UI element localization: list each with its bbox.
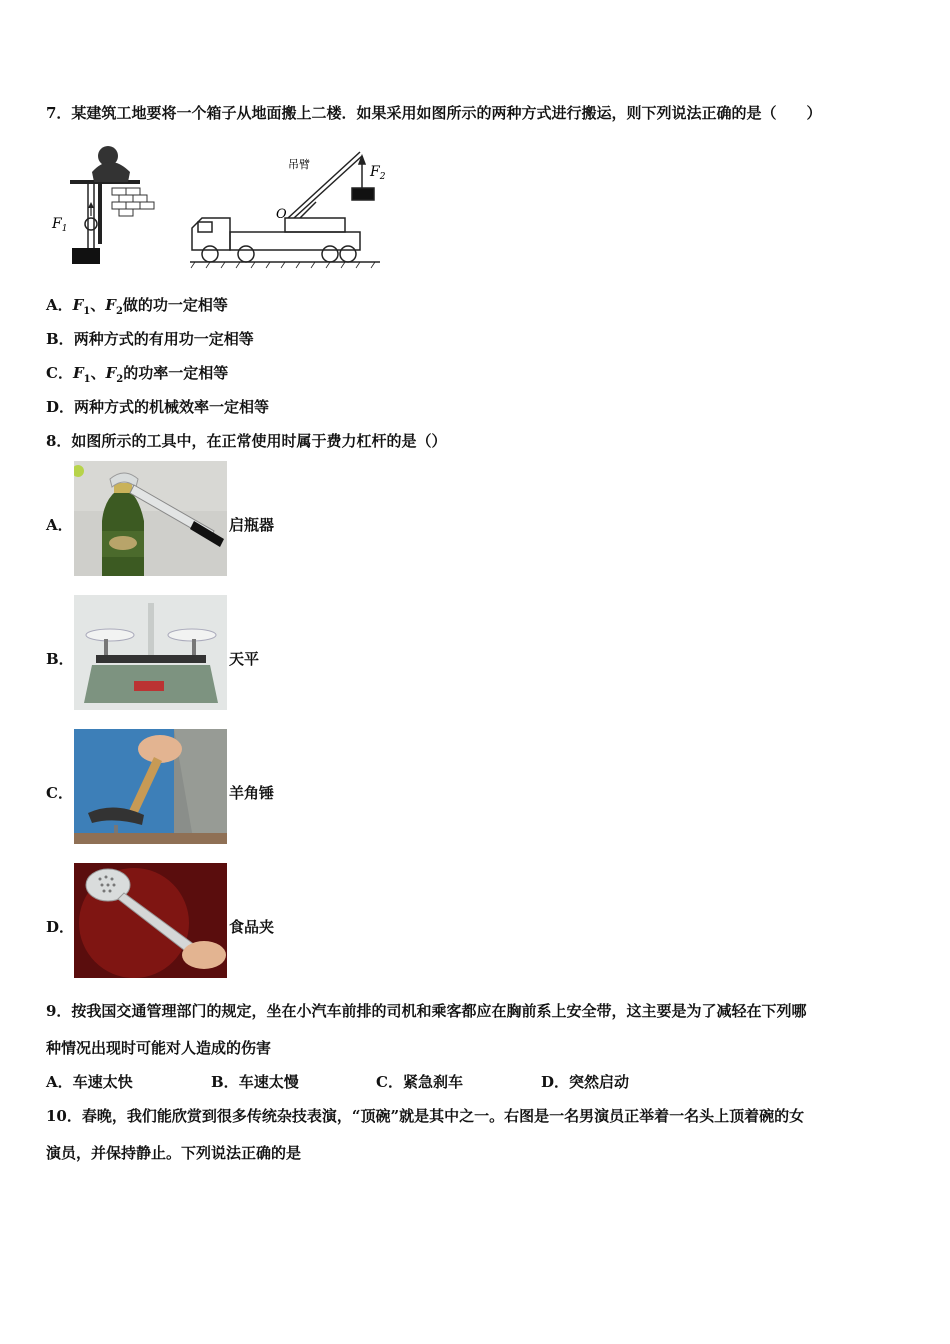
f2-label: $F_2$ — [370, 164, 386, 182]
q8-option-c-label[interactable]: C． — [46, 784, 73, 802]
worker-pulling-illustration — [70, 146, 154, 264]
q7-option-a[interactable]: A．$F_1$、$F_2$做的功一定相等 — [46, 296, 228, 317]
q8-option-d-label[interactable]: D． — [46, 918, 75, 936]
q9-option-b[interactable]: B．车速太慢 — [211, 1073, 299, 1091]
q8-option-b-caption: 天平 — [229, 650, 260, 668]
q7-stem: 7．某建筑工地要将一个箱子从地面搬上二楼．如果采用如图所示的两种方式进行搬运，则下列说法正确的是（ ） — [46, 104, 822, 122]
boom-label: 吊臂 — [288, 158, 310, 171]
q9-option-a[interactable]: A．车速太快 — [46, 1073, 133, 1091]
q9-stem-line2: 种情况出现时可能对人造成的伤害 — [46, 1039, 272, 1057]
food-tongs-photo[interactable] — [74, 863, 227, 978]
q7-figure — [50, 142, 390, 270]
q9-option-d[interactable]: D．突然启动 — [541, 1073, 630, 1091]
q7-option-c[interactable]: C．$F_1$、$F_2$的功率一定相等 — [46, 364, 229, 385]
q9-stem-line1: 9．按我国交通管理部门的规定，坐在小汽车前排的司机和乘客都应在胸前系上安全带，这主要是为了减轻在下列哪 — [46, 1002, 807, 1020]
q7-option-d[interactable]: D．两种方式的机械效率一定相等 — [46, 398, 270, 416]
q8-option-a-caption: 启瓶器 — [229, 516, 275, 534]
balance-scale-photo[interactable] — [74, 595, 227, 710]
claw-hammer-photo[interactable] — [74, 729, 227, 844]
q8-option-b-label[interactable]: B． — [46, 650, 74, 668]
q8-option-d-caption: 食品夹 — [229, 918, 275, 936]
q8-stem: 8．如图所示的工具中，在正常使用时属于费力杠杆的是（） — [46, 432, 447, 450]
pivot-o-label: O — [276, 207, 287, 222]
q10-stem-line1: 10．春晚，我们能欣赏到很多传统杂技表演，“顶碗”就是其中之一。右图是一名男演员正举着一名头上顶着碗的女 — [46, 1107, 805, 1125]
q8-option-c-caption: 羊角锤 — [229, 784, 275, 802]
f1-label: $F_1$ — [52, 216, 68, 234]
q10-stem-line2: 演员，并保持静止。下列说法正确的是 — [46, 1144, 302, 1162]
q8-option-a-label[interactable]: A． — [46, 516, 73, 534]
q7-option-b[interactable]: B．两种方式的有用功一定相等 — [46, 330, 254, 348]
q9-option-c[interactable]: C．紧急刹车 — [376, 1073, 463, 1091]
bottle-opener-photo[interactable] — [74, 461, 227, 576]
